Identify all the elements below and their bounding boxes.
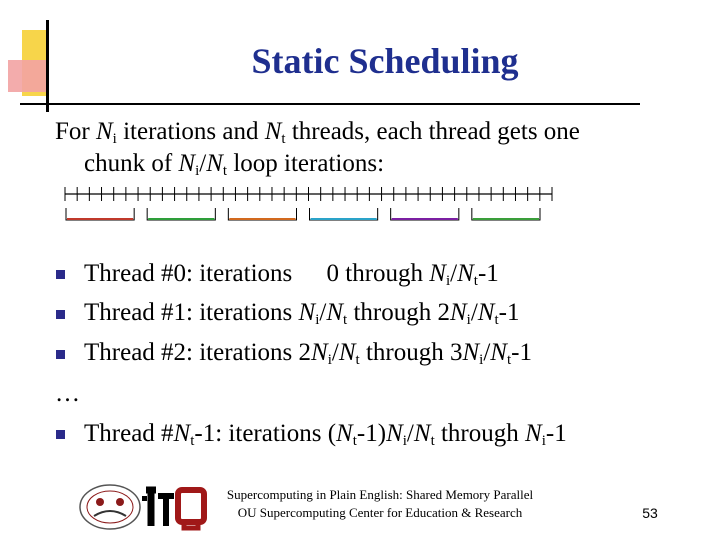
- bullet-thread-1: Thread #1: iterations $N_i/N_t$ through $2N_i/N_t-1$: [84, 299, 520, 328]
- decor-red-square: [8, 60, 46, 92]
- intro-line-1: For $N_i$ iterations and $N_t$ threads, each thread gets one: [55, 118, 580, 147]
- intro-line-2: chunk of $N_i/N_t$ loop iterations:: [84, 150, 385, 179]
- page-number: 53: [642, 505, 658, 521]
- ou-logo: [78, 482, 208, 532]
- bullet-icon: [56, 270, 65, 279]
- ellipsis: …: [55, 380, 80, 407]
- title-divider: [20, 103, 640, 105]
- thread-chunks: [66, 208, 540, 220]
- footer-organization: OU Supercomputing Center for Education & Research: [237, 505, 523, 520]
- bullet-icon: [56, 430, 65, 439]
- bullet-icon: [56, 350, 65, 359]
- decor-vertical-rule: [46, 20, 49, 112]
- iteration-chunk-diagram: [0, 186, 720, 226]
- bullet-icon: [56, 310, 65, 319]
- iteration-ticks: [65, 187, 552, 201]
- slide-title: Static Scheduling: [251, 41, 519, 81]
- bullet-thread-last: Thread $\#N_t-1$: iterations $(N_t-1)N_i/N_t$ through $N_i-1$: [84, 420, 567, 449]
- bullet-thread-2: Thread #2: iterations $2N_i/N_t$ through $3N_i/N_t-1$: [84, 339, 532, 368]
- bullet-thread-0: Thread #0: iterations 0 through $N_i/N_t-1$: [84, 260, 499, 289]
- footer-course-title: Supercomputing in Plain English: Shared Memory Parallel: [226, 487, 534, 502]
